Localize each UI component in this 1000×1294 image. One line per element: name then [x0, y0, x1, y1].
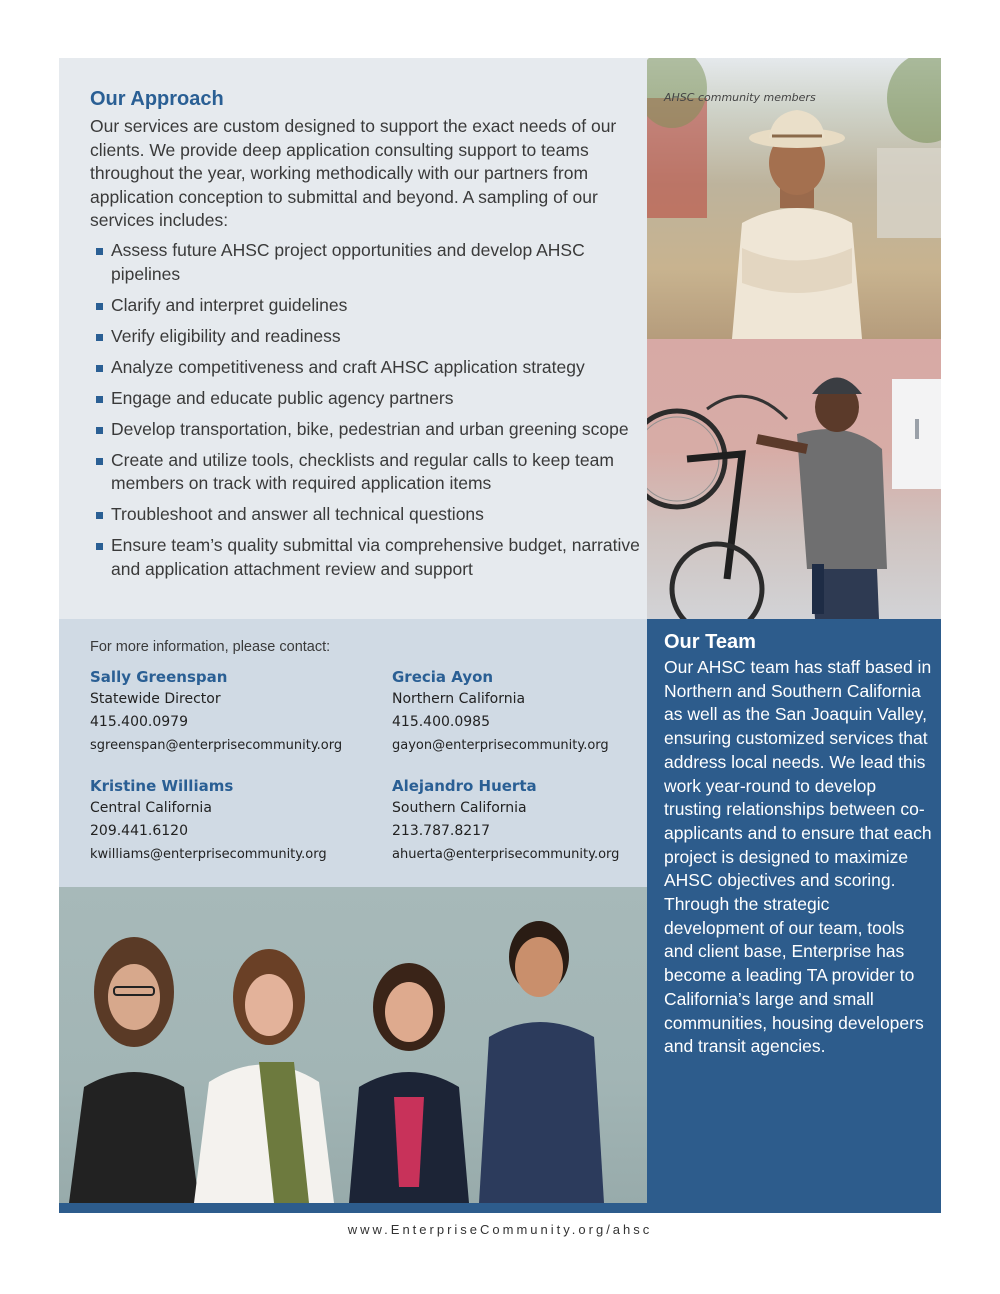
- list-item: Engage and educate public agency partners: [95, 387, 640, 411]
- bullet-square-icon: [96, 396, 103, 403]
- approach-section: [59, 58, 647, 619]
- bullet-square-icon: [96, 427, 103, 434]
- approach-title: Our Approach: [90, 88, 224, 110]
- contact-role: Northern California: [392, 691, 526, 707]
- bullet-square-icon: [96, 334, 103, 341]
- contact-name: Kristine Williams: [90, 777, 234, 795]
- contact-name: Grecia Ayon: [392, 668, 494, 686]
- contact-phone: 209.441.6120: [90, 823, 188, 839]
- contact-phone: 415.400.0985: [392, 714, 490, 730]
- team-title: Our Team: [664, 631, 756, 653]
- contact-card: [90, 666, 360, 757]
- bottom-bar: [59, 1203, 941, 1213]
- contact-name: Sally Greenspan: [90, 668, 228, 686]
- approach-intro: Our services are custom designed to support the exact needs of our clients. We provide deep application consulting support to teams throughout the year, working methodically with our partners from application conception to submittal and beyond. A sampling of our services includes:: [90, 116, 617, 230]
- community-member-photo-cyclist: [647, 339, 941, 619]
- bullet-square-icon: [96, 248, 103, 255]
- contact-role: Central California: [90, 800, 212, 816]
- team-illustration: [59, 887, 647, 1203]
- photo-caption: AHSC community members: [664, 91, 816, 104]
- list-item: Ensure team’s quality submittal via comprehensive budget, narrative and application attachment review and support: [95, 534, 640, 581]
- services-list: [95, 239, 640, 589]
- list-item: Create and utilize tools, checklists and regular calls to keep team members on track with required application items: [95, 449, 640, 496]
- contact-card: [90, 775, 360, 866]
- contact-lead: For more information, please contact:: [90, 639, 331, 655]
- contact-card: [392, 775, 662, 866]
- bullet-square-icon: [96, 303, 103, 310]
- contact-phone: 213.787.8217: [392, 823, 490, 839]
- contact-email: ahuerta@enterprisecommunity.org: [392, 847, 620, 862]
- bullet-square-icon: [96, 512, 103, 519]
- contact-card: [392, 666, 662, 757]
- contact-name: Alejandro Huerta: [392, 777, 537, 795]
- list-item: Develop transportation, bike, pedestrian and urban greening scope: [95, 418, 640, 442]
- contact-phone: 415.400.0979: [90, 714, 188, 730]
- page-frame: [59, 58, 941, 1213]
- contact-email: kwilliams@enterprisecommunity.org: [90, 847, 327, 862]
- contact-role: Statewide Director: [90, 691, 221, 707]
- team-section: [647, 619, 941, 1203]
- list-item: Troubleshoot and answer all technical questions: [95, 503, 640, 527]
- team-description: Our AHSC team has staff based in Northern and Southern California as well as the San Joaquin Valley, ensuring customized services that address local needs. We lead this work year-round to develop trusting relationships between co-applicants and to ensure that each project is designed to maximize AHSC objectives and scoring. Through the strategic development of our team, tools and client base, Enterprise has become a leading TA provider to California’s large and small communities, housing developers and transit agencies.: [664, 657, 932, 1057]
- list-item: Clarify and interpret guidelines: [95, 294, 640, 318]
- contact-role: Southern California: [392, 800, 527, 816]
- contact-email: sgreenspan@enterprisecommunity.org: [90, 738, 343, 753]
- bullet-square-icon: [96, 458, 103, 465]
- team-group-photo: [59, 887, 647, 1203]
- list-item: Analyze competitiveness and craft AHSC application strategy: [95, 356, 640, 380]
- list-item: Verify eligibility and readiness: [95, 325, 640, 349]
- cyclist-illustration: [647, 339, 941, 619]
- footer-url[interactable]: www.EnterpriseCommunity.org/ahsc: [347, 1222, 653, 1237]
- contact-email: gayon@enterprisecommunity.org: [392, 738, 609, 753]
- bullet-square-icon: [96, 543, 103, 550]
- bullet-square-icon: [96, 365, 103, 372]
- contact-section: [59, 619, 647, 887]
- list-item: Assess future AHSC project opportunities and develop AHSC pipelines: [95, 239, 640, 286]
